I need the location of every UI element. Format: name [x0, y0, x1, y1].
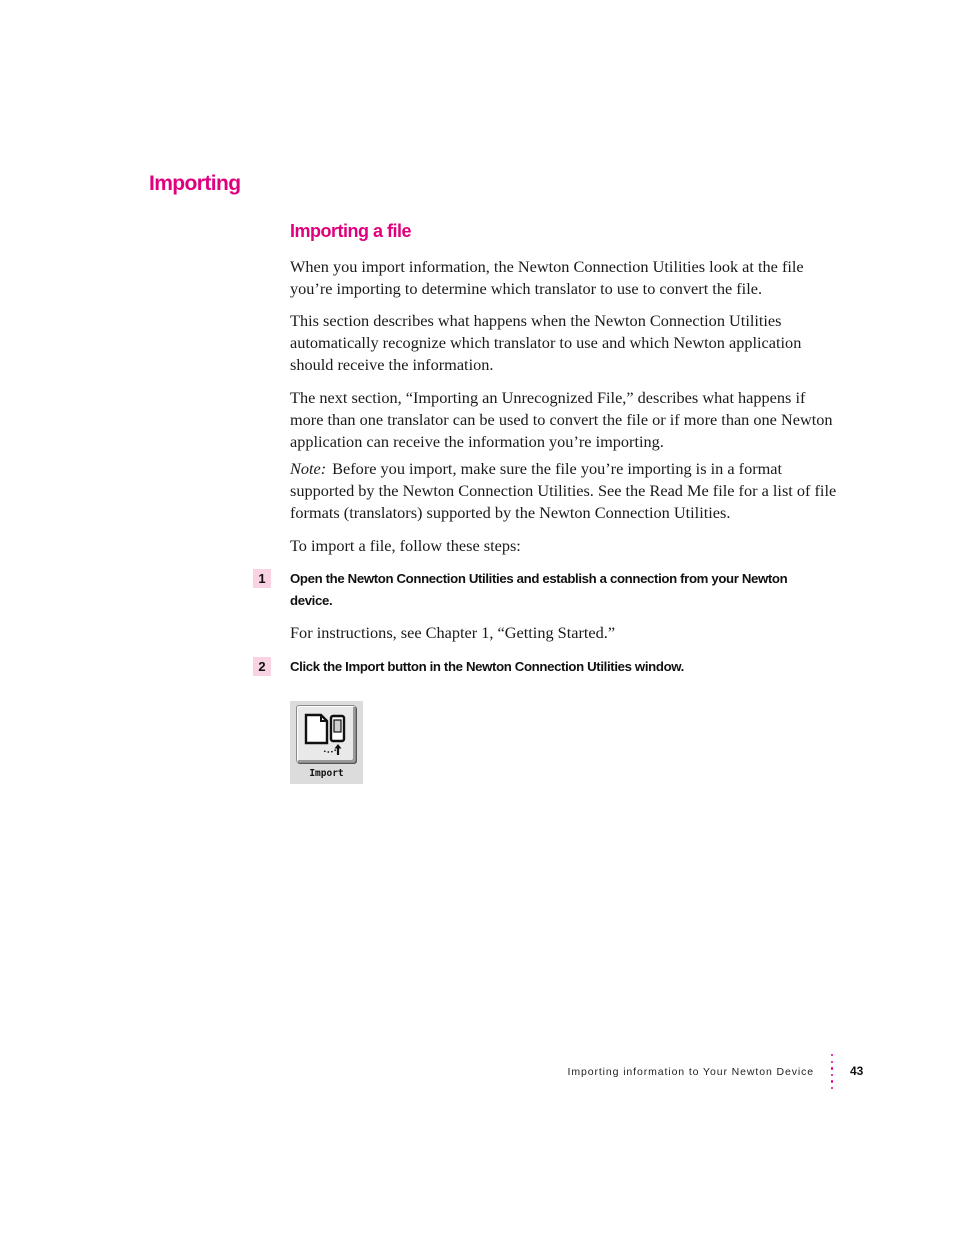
import-button-illustration	[290, 701, 363, 784]
section-title: Importing	[149, 172, 241, 195]
note-text: Before you import, make sure the file you’re importing is in a format supported by the Newton Connection Utilities. See the Read Me file for a list of file formats (translators) supported by the Newton Connection Utilities.	[290, 459, 837, 522]
footer-dot-separator	[830, 1054, 834, 1094]
page-number: 43	[850, 1064, 864, 1078]
step-text-2: Click the Import button in the Newton Connection Utilities window.	[290, 659, 684, 674]
paragraph-next-section: The next section, “Importing an Unrecognized File,” describes what happens if more than one translator can be used to convert the file or if more than one Newton application can receive the information you’re importing.	[290, 388, 833, 451]
subsection-title: Importing a file	[290, 221, 412, 241]
paragraph-description: This section describes what happens when the Newton Connection Utilities automatically recognize which translator to use and which Newton application should receive the information.	[290, 311, 802, 374]
import-icon	[302, 711, 350, 757]
step-number-2: 2	[253, 657, 271, 676]
step-number-1: 1	[253, 569, 271, 588]
note-label: Note:	[290, 459, 327, 478]
import-button[interactable]	[296, 705, 356, 763]
import-button-label: Import	[309, 768, 344, 779]
paragraph-intro: When you import information, the Newton Connection Utilities look at the file you’re importing to determine which translator to use to convert the file.	[290, 257, 804, 298]
paragraph-steps-intro: To import a file, follow these steps:	[290, 536, 521, 555]
note-paragraph	[290, 458, 840, 524]
step-text-1: Open the Newton Connection Utilities and establish a connection from your Newton device.	[290, 571, 788, 608]
step-1-followup: For instructions, see Chapter 1, “Getting Started.”	[290, 623, 616, 642]
running-footer-title: Importing information to Your Newton Device	[567, 1066, 814, 1078]
